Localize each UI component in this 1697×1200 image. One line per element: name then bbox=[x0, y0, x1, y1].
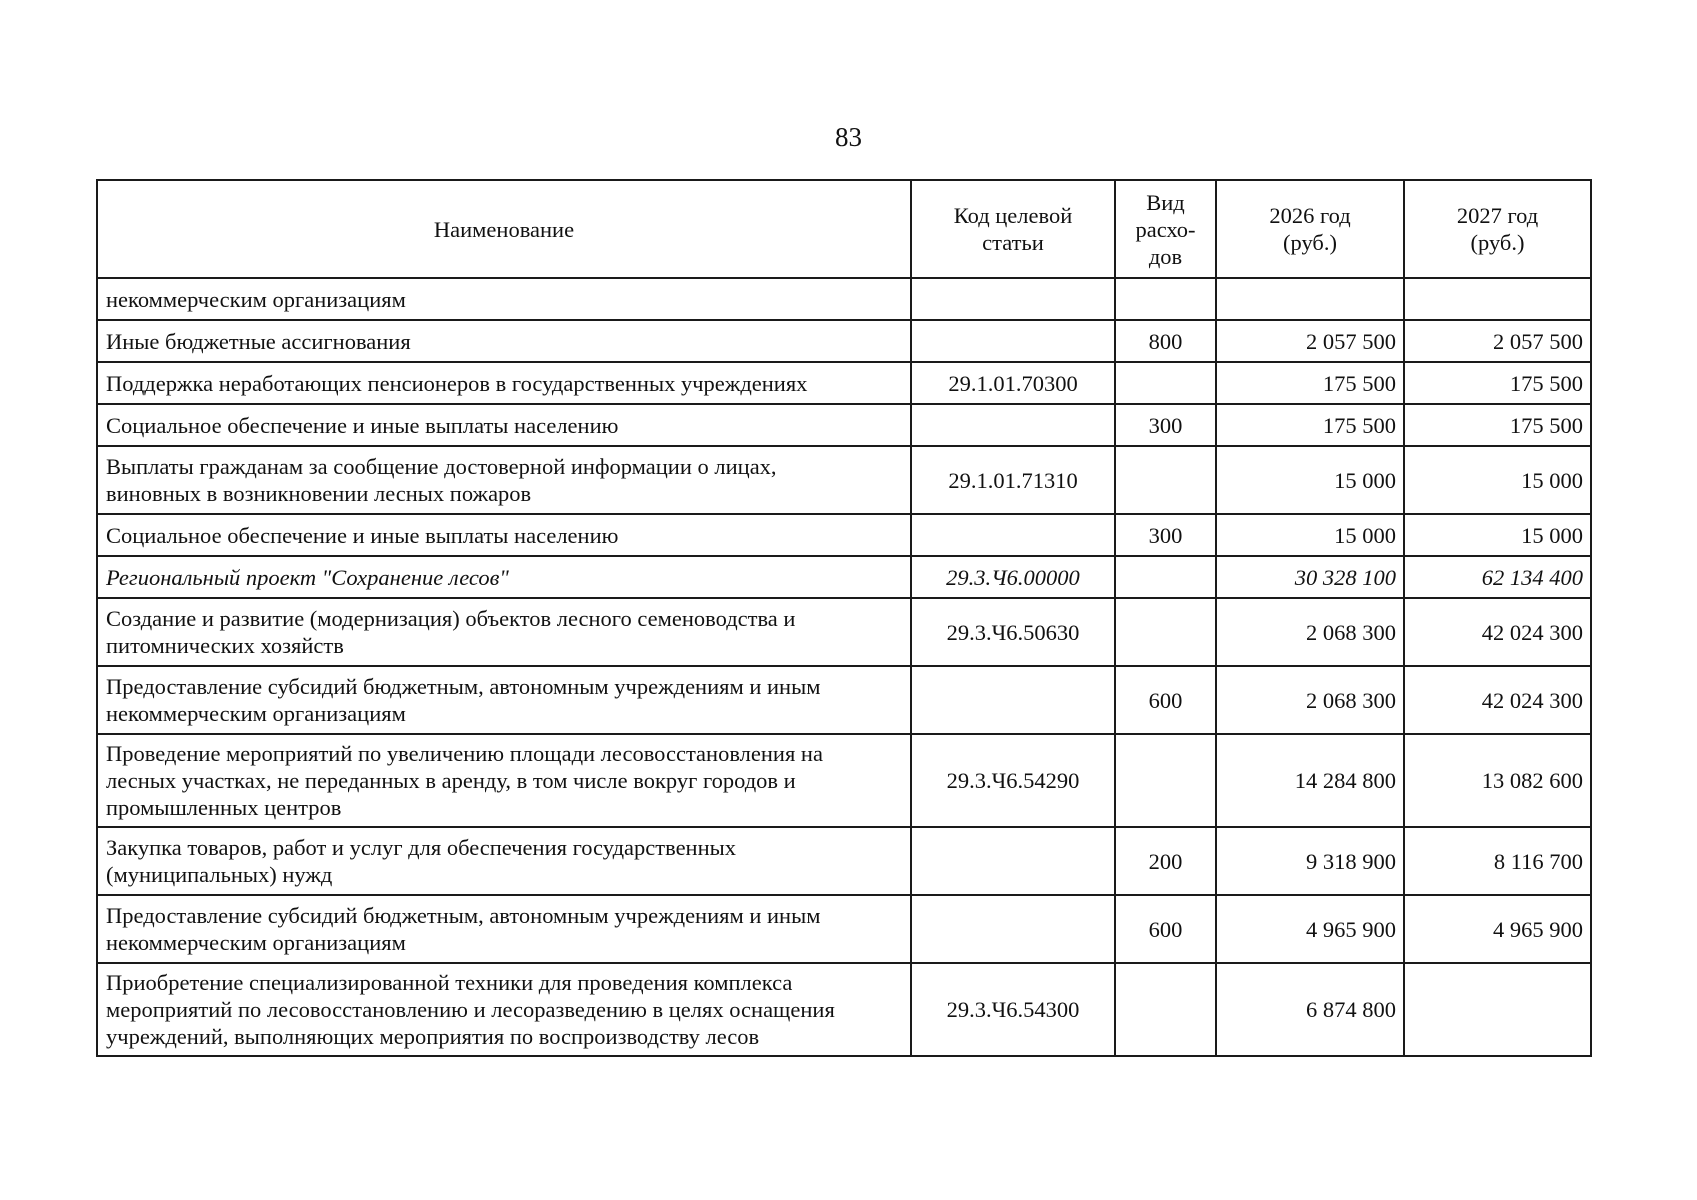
cell-name-line: Приобретение специализированной техники для проведения комплекса bbox=[106, 970, 793, 995]
budget-table bbox=[96, 179, 1592, 1057]
cell-name-line: Предоставление субсидий бюджетным, автономным учреждениям и иным bbox=[106, 903, 821, 928]
cell-2027: 4 965 900 bbox=[1404, 895, 1591, 963]
cell-expense-type: 300 bbox=[1115, 404, 1216, 446]
cell-2026: 2 068 300 bbox=[1216, 598, 1404, 666]
cell-2026: 30 328 100 bbox=[1216, 556, 1404, 598]
header-type-line: Вид bbox=[1146, 189, 1185, 215]
cell-expense-type bbox=[1115, 556, 1216, 598]
cell-name bbox=[97, 734, 911, 827]
header-row bbox=[97, 180, 1591, 278]
cell-code bbox=[911, 666, 1115, 734]
header-2027 bbox=[1404, 180, 1591, 278]
cell-code bbox=[911, 514, 1115, 556]
cell-code bbox=[911, 320, 1115, 362]
cell-expense-type: 600 bbox=[1115, 666, 1216, 734]
cell-name-line: некоммерческим организациям bbox=[106, 930, 406, 955]
cell-code: 29.3.Ч6.54300 bbox=[911, 963, 1115, 1056]
header-name bbox=[97, 180, 911, 278]
header-2027-line: (руб.) bbox=[1470, 230, 1525, 255]
header-type-line: расхо- bbox=[1135, 216, 1196, 242]
cell-name bbox=[97, 963, 911, 1056]
cell-2026: 2 068 300 bbox=[1216, 666, 1404, 734]
table-body bbox=[97, 278, 1591, 1056]
header-2027-line: 2027 год bbox=[1456, 203, 1539, 228]
cell-2027: 42 024 300 bbox=[1404, 666, 1591, 734]
table-header bbox=[97, 180, 1591, 278]
cell-code: 29.3.Ч6.50630 bbox=[911, 598, 1115, 666]
cell-name-line: Проведение мероприятий по увеличению площади лесовосстановления на bbox=[106, 741, 823, 766]
cell-2027: 13 082 600 bbox=[1404, 734, 1591, 827]
cell-2027: 8 116 700 bbox=[1404, 827, 1591, 895]
cell-name bbox=[97, 666, 911, 734]
cell-2027 bbox=[1404, 963, 1591, 1056]
cell-name-line: Поддержка неработающих пенсионеров в государственных учреждениях bbox=[106, 370, 808, 396]
cell-name-line: Предоставление субсидий бюджетным, автономным учреждениям и иным bbox=[106, 674, 821, 699]
cell-2027: 175 500 bbox=[1404, 362, 1591, 404]
cell-2026: 9 318 900 bbox=[1216, 827, 1404, 895]
cell-name-line: виновных в возникновении лесных пожаров bbox=[106, 481, 532, 506]
cell-2027: 42 024 300 bbox=[1404, 598, 1591, 666]
cell-name-line: лесных участках, не переданных в аренду, в том числе вокруг городов и bbox=[106, 768, 796, 793]
cell-2027: 62 134 400 bbox=[1404, 556, 1591, 598]
cell-name bbox=[97, 895, 911, 963]
cell-name-line: Иные бюджетные ассигнования bbox=[106, 328, 411, 354]
cell-expense-type bbox=[1115, 963, 1216, 1056]
cell-expense-type bbox=[1115, 278, 1216, 320]
cell-2026: 2 057 500 bbox=[1216, 320, 1404, 362]
cell-name bbox=[97, 320, 911, 362]
cell-expense-type: 800 bbox=[1115, 320, 1216, 362]
cell-expense-type: 200 bbox=[1115, 827, 1216, 895]
header-2026-line: (руб.) bbox=[1283, 230, 1337, 255]
cell-2026: 175 500 bbox=[1216, 404, 1404, 446]
cell-code: 29.1.01.70300 bbox=[911, 362, 1115, 404]
cell-2027: 2 057 500 bbox=[1404, 320, 1591, 362]
cell-code: 29.1.01.71310 bbox=[911, 446, 1115, 514]
header-name-label: Наименование bbox=[433, 216, 575, 242]
cell-name bbox=[97, 514, 911, 556]
cell-2026: 175 500 bbox=[1216, 362, 1404, 404]
cell-expense-type: 300 bbox=[1115, 514, 1216, 556]
cell-name-line: Региональный проект "Сохранение лесов" bbox=[106, 564, 509, 590]
cell-code bbox=[911, 827, 1115, 895]
cell-name-line: промышленных центров bbox=[106, 795, 342, 820]
cell-expense-type bbox=[1115, 598, 1216, 666]
cell-code: 29.3.Ч6.00000 bbox=[911, 556, 1115, 598]
cell-2026: 4 965 900 bbox=[1216, 895, 1404, 963]
table-row bbox=[97, 827, 1591, 895]
cell-name bbox=[97, 404, 911, 446]
cell-2027: 175 500 bbox=[1404, 404, 1591, 446]
cell-name-line: Закупка товаров, работ и услуг для обеспечения государственных bbox=[106, 835, 737, 860]
cell-name-line: мероприятий по лесовосстановлению и лесоразведению в целях оснащения bbox=[106, 997, 835, 1022]
cell-name-line: Социальное обеспечение и иные выплаты населению bbox=[106, 522, 619, 548]
header-code bbox=[911, 180, 1115, 278]
header-code-line: статьи bbox=[982, 230, 1044, 255]
cell-2026: 15 000 bbox=[1216, 514, 1404, 556]
cell-name-line: (муниципальных) нужд bbox=[106, 862, 333, 887]
header-2026-line: 2026 год bbox=[1269, 203, 1351, 228]
cell-name-line: питомнических хозяйств bbox=[106, 633, 344, 658]
table-row bbox=[97, 734, 1591, 827]
cell-name-line: некоммерческим организациям bbox=[106, 701, 406, 726]
cell-name bbox=[97, 827, 911, 895]
cell-expense-type bbox=[1115, 734, 1216, 827]
cell-name-line: учреждений, выполняющих мероприятия по воспроизводству лесов bbox=[106, 1024, 760, 1049]
cell-name bbox=[97, 598, 911, 666]
table-row bbox=[97, 514, 1591, 556]
cell-code bbox=[911, 895, 1115, 963]
header-code-line: Код целевой bbox=[953, 203, 1073, 228]
cell-2027 bbox=[1404, 278, 1591, 320]
cell-expense-type: 600 bbox=[1115, 895, 1216, 963]
table-row bbox=[97, 666, 1591, 734]
table-row bbox=[97, 556, 1591, 598]
cell-name bbox=[97, 446, 911, 514]
cell-expense-type bbox=[1115, 362, 1216, 404]
cell-code bbox=[911, 278, 1115, 320]
cell-2026 bbox=[1216, 278, 1404, 320]
cell-name-line: некоммерческим организациям bbox=[106, 286, 406, 312]
table-row bbox=[97, 598, 1591, 666]
table-row bbox=[97, 320, 1591, 362]
page-number: 83 bbox=[835, 122, 862, 152]
cell-code bbox=[911, 404, 1115, 446]
header-type bbox=[1115, 180, 1216, 278]
cell-name-line: Выплаты гражданам за сообщение достоверной информации о лицах, bbox=[106, 454, 777, 479]
cell-name bbox=[97, 362, 911, 404]
table-row bbox=[97, 404, 1591, 446]
cell-2026: 14 284 800 bbox=[1216, 734, 1404, 827]
table-row bbox=[97, 895, 1591, 963]
cell-name bbox=[97, 278, 911, 320]
table-row bbox=[97, 362, 1591, 404]
table-row bbox=[97, 446, 1591, 514]
cell-code: 29.3.Ч6.54290 bbox=[911, 734, 1115, 827]
header-type-line: дов bbox=[1148, 243, 1183, 269]
cell-2026: 15 000 bbox=[1216, 446, 1404, 514]
table-row bbox=[97, 963, 1591, 1056]
cell-name-line: Социальное обеспечение и иные выплаты населению bbox=[106, 412, 619, 438]
cell-2027: 15 000 bbox=[1404, 446, 1591, 514]
table-row bbox=[97, 278, 1591, 320]
cell-name-line: Создание и развитие (модернизация) объектов лесного семеноводства и bbox=[106, 606, 796, 631]
cell-expense-type bbox=[1115, 446, 1216, 514]
header-2026 bbox=[1216, 180, 1404, 278]
cell-2026: 6 874 800 bbox=[1216, 963, 1404, 1056]
cell-2027: 15 000 bbox=[1404, 514, 1591, 556]
cell-name bbox=[97, 556, 911, 598]
